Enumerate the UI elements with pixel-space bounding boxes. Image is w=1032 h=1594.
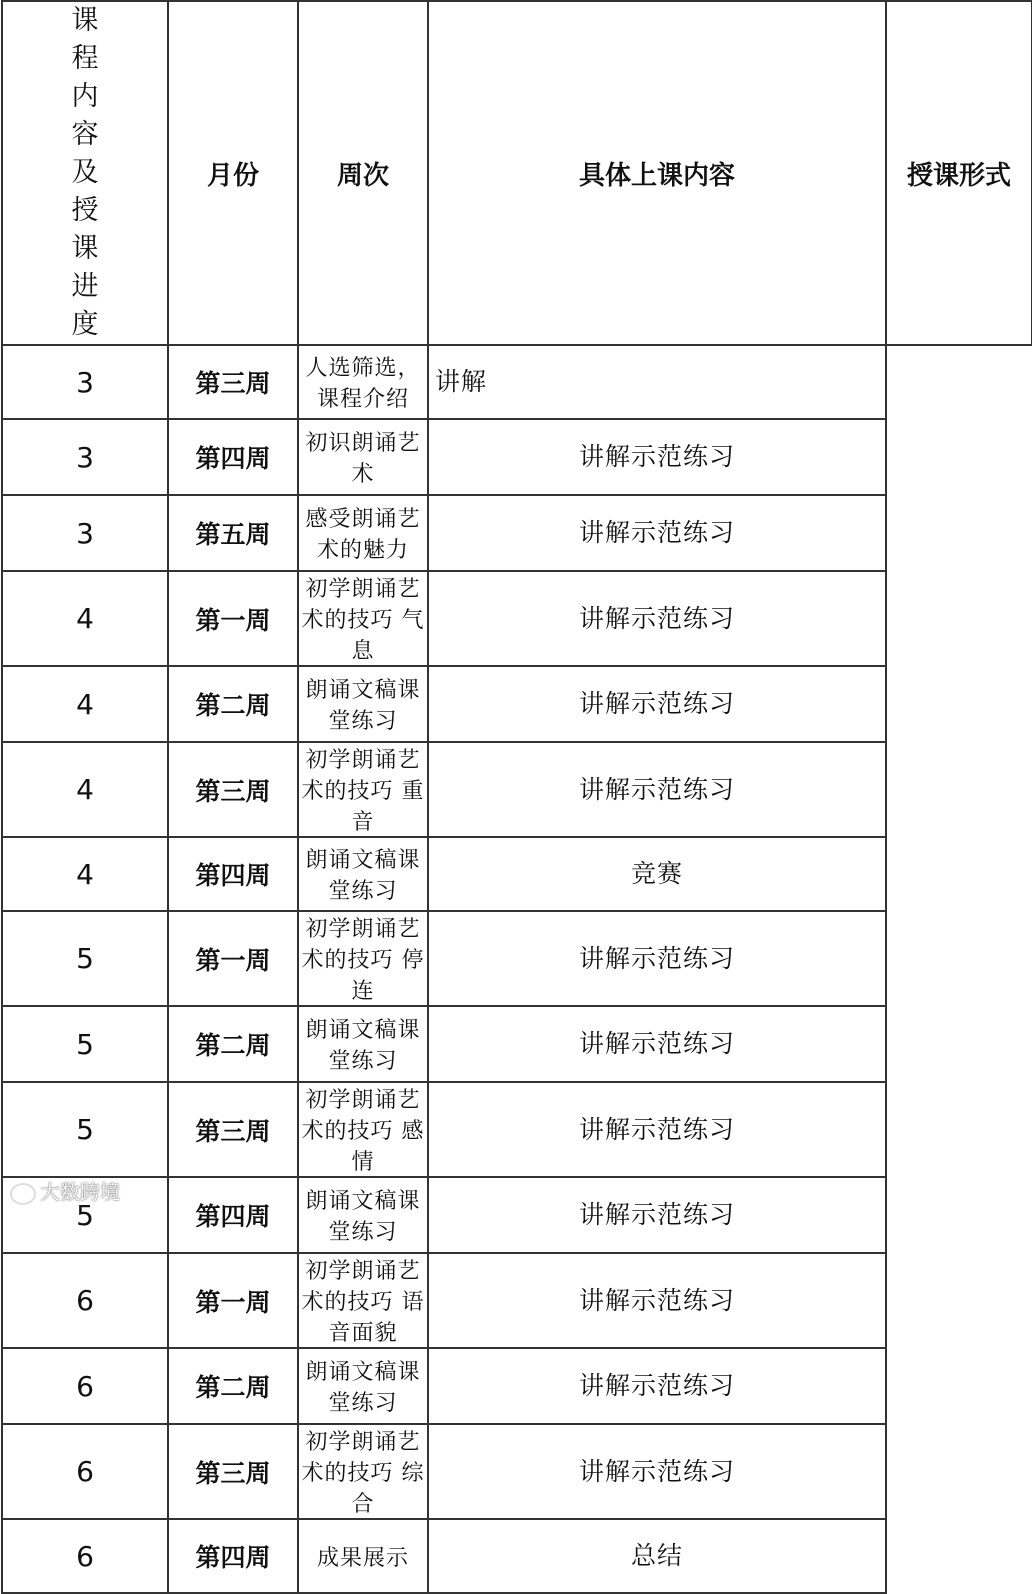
side-label-cell — [2, 1, 168, 345]
week-cell: 第三周 — [168, 742, 298, 837]
month-cell: 6 — [2, 1424, 168, 1519]
form-cell: 讲解示范练习 — [428, 742, 886, 837]
month-cell: 5 — [2, 1006, 168, 1082]
form-cell: 讲解示范练习 — [428, 495, 886, 571]
form-cell: 讲解示范练习 — [428, 571, 886, 666]
header-content: 具体上课内容 — [428, 1, 886, 345]
form-cell: 竞赛 — [428, 837, 886, 911]
table-row — [2, 1082, 1032, 1177]
month-cell: 3 — [2, 419, 168, 495]
week-cell: 第四周 — [168, 419, 298, 495]
form-cell: 讲解示范练习 — [428, 666, 886, 742]
watermark-logo-icon — [10, 1183, 36, 1205]
content-cell: 初学朗诵艺术的技巧 感情 — [298, 1082, 428, 1177]
week-cell: 第一周 — [168, 1253, 298, 1348]
table-row — [2, 1519, 1032, 1593]
content-cell: 初学朗诵艺术的技巧 气息 — [298, 571, 428, 666]
header-week: 周次 — [298, 1, 428, 345]
week-cell: 第三周 — [168, 345, 298, 419]
form-cell: 讲解示范练习 — [428, 1177, 886, 1253]
week-cell: 第三周 — [168, 1082, 298, 1177]
content-cell: 朗诵文稿课堂练习 — [298, 1006, 428, 1082]
table-row — [2, 419, 1032, 495]
table-row — [2, 911, 1032, 1006]
week-cell: 第一周 — [168, 911, 298, 1006]
table-row — [2, 345, 1032, 419]
month-cell: 3 — [2, 345, 168, 419]
month-cell: 6 — [2, 1348, 168, 1424]
content-cell: 朗诵文稿课堂练习 — [298, 837, 428, 911]
form-cell: 讲解示范练习 — [428, 1082, 886, 1177]
form-cell: 讲解示范练习 — [428, 1424, 886, 1519]
table-row — [2, 571, 1032, 666]
table-row — [2, 837, 1032, 911]
table-row — [2, 1177, 1032, 1253]
content-cell: 人选筛选， 课程介绍 — [298, 345, 428, 419]
form-cell: 讲解示范练习 — [428, 419, 886, 495]
content-cell: 初学朗诵艺术的技巧 停连 — [298, 911, 428, 1006]
schedule-body — [2, 345, 1032, 1593]
header-form: 授课形式 — [886, 1, 1032, 345]
form-cell: 总结 — [428, 1519, 886, 1593]
month-cell: 3 — [2, 495, 168, 571]
month-cell: 4 — [2, 742, 168, 837]
content-cell: 朗诵文稿课堂练习 — [298, 1348, 428, 1424]
table-row — [2, 1006, 1032, 1082]
week-cell: 第二周 — [168, 1348, 298, 1424]
month-cell: 4 — [2, 837, 168, 911]
month-cell: 4 — [2, 571, 168, 666]
watermark — [10, 1176, 120, 1205]
table-row — [2, 666, 1032, 742]
month-cell: 6 — [2, 1253, 168, 1348]
side-label: 课程内容及授课进度 — [71, 5, 99, 340]
form-cell: 讲解示范练习 — [428, 1253, 886, 1348]
content-cell: 朗诵文稿课堂练习 — [298, 1177, 428, 1253]
content-cell: 朗诵文稿课堂练习 — [298, 666, 428, 742]
header-month: 月份 — [168, 1, 298, 345]
month-cell: 4 — [2, 666, 168, 742]
content-cell: 感受朗诵艺术的魅力 — [298, 495, 428, 571]
table-row — [2, 742, 1032, 837]
week-cell: 第二周 — [168, 1006, 298, 1082]
week-cell: 第四周 — [168, 1177, 298, 1253]
form-cell: 讲解示范练习 — [428, 911, 886, 1006]
content-cell: 初识朗诵艺术 — [298, 419, 428, 495]
watermark-text: 大数跨境 — [40, 1180, 120, 1204]
form-cell: 讲解示范练习 — [428, 1006, 886, 1082]
month-cell: 5 — [2, 1177, 168, 1253]
week-cell: 第一周 — [168, 571, 298, 666]
table-row — [2, 495, 1032, 571]
week-cell: 第二周 — [168, 666, 298, 742]
course-schedule-table — [1, 0, 1032, 1594]
week-cell: 第四周 — [168, 837, 298, 911]
week-cell: 第四周 — [168, 1519, 298, 1593]
week-cell: 第五周 — [168, 495, 298, 571]
content-cell: 成果展示 — [298, 1519, 428, 1593]
month-cell: 5 — [2, 1082, 168, 1177]
content-cell: 初学朗诵艺术的技巧 重音 — [298, 742, 428, 837]
header-row — [2, 1, 1032, 345]
month-cell: 6 — [2, 1519, 168, 1593]
content-cell: 初学朗诵艺术的技巧 语音面貌 — [298, 1253, 428, 1348]
form-cell: 讲解示范练习 — [428, 1348, 886, 1424]
form-cell: 讲解 — [428, 345, 886, 419]
week-cell: 第三周 — [168, 1424, 298, 1519]
content-cell: 初学朗诵艺术的技巧 综合 — [298, 1424, 428, 1519]
table-row — [2, 1424, 1032, 1519]
month-cell: 5 — [2, 911, 168, 1006]
table-row — [2, 1253, 1032, 1348]
table-row — [2, 1348, 1032, 1424]
